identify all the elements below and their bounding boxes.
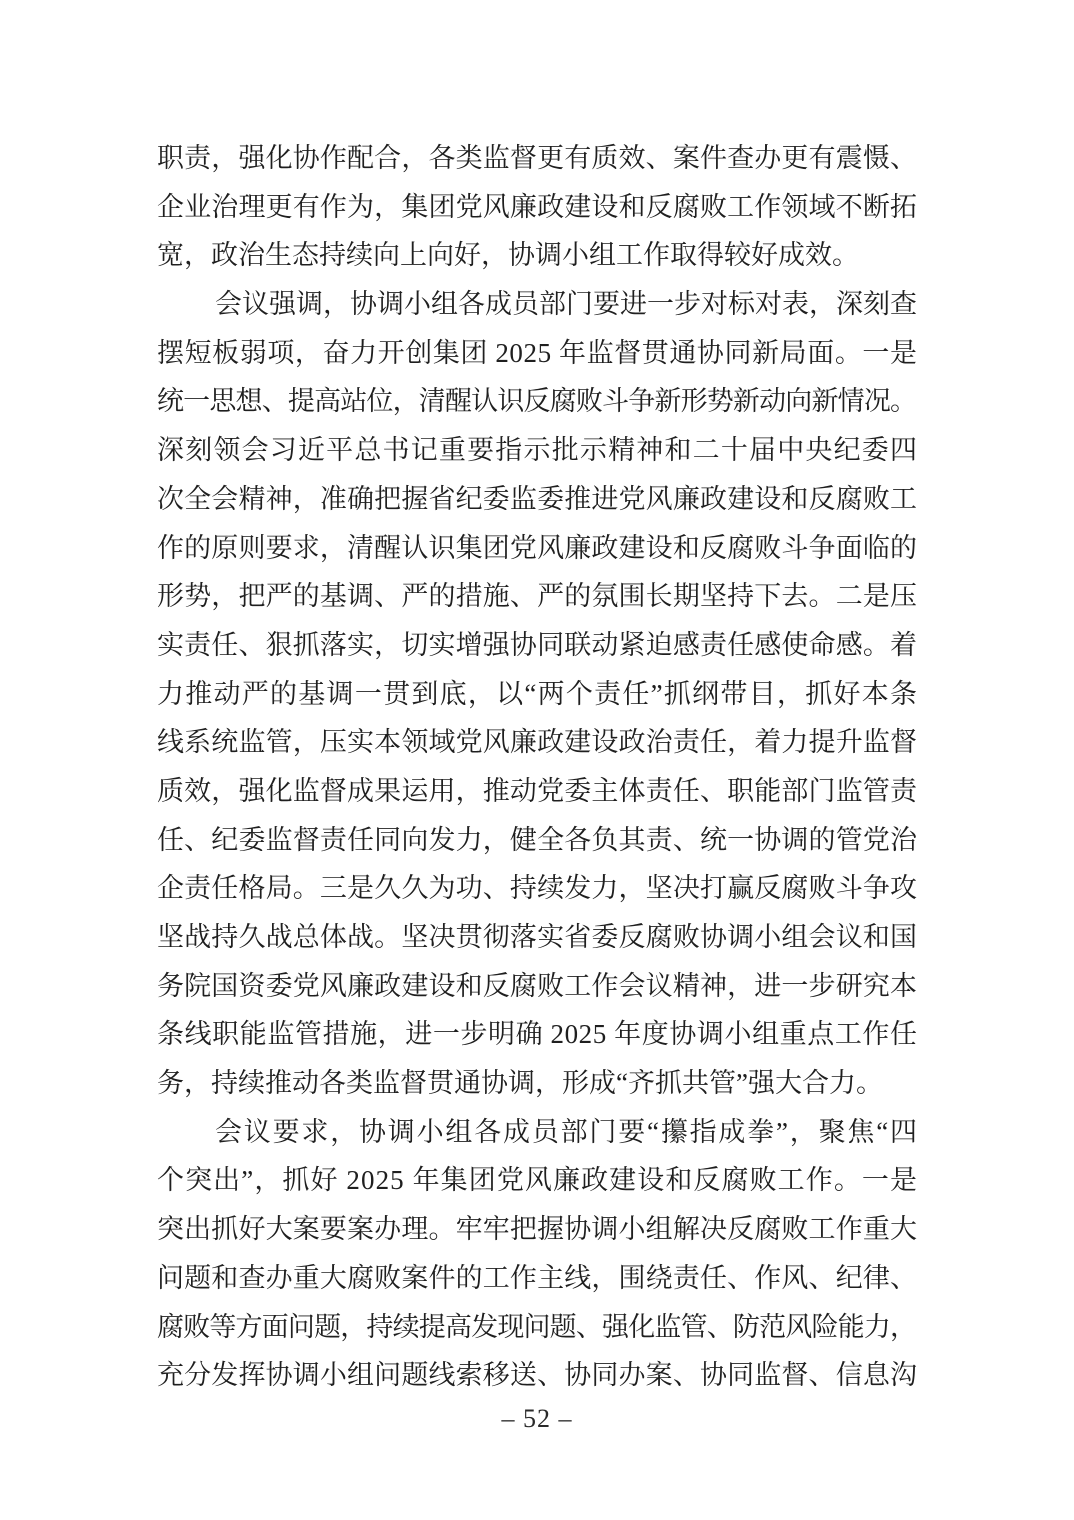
- text-line: 务院国资委党风廉政建设和反腐败工作会议精神，进一步研究本: [157, 970, 918, 1001]
- text-line: 力推动严的基调一贯到底，以“两个责任”抓纲带目，抓好本条: [157, 678, 919, 709]
- text-line: 突出抓好大案要案办理。牢牢把握协调小组解决反腐败工作重大: [157, 1214, 918, 1245]
- text-line: 作的原则要求，清醒认识集团党风廉政建设和反腐败斗争面临的: [157, 532, 918, 563]
- text-line: 个突出”，抓好 2025 年集团党风廉政建设和反腐败工作。一是: [157, 1165, 919, 1196]
- text-line: 宽，政治生态持续向上向好，协调小组工作取得较好成效。: [157, 240, 859, 271]
- text-line: 线系统监管，压实本领域党风廉政建设政治责任，着力提升监督: [157, 727, 918, 758]
- text-line: 腐败等方面问题，持续提高发现问题、强化监管、防范风险能力，: [157, 1311, 917, 1342]
- text-line: 条线职能监管措施，进一步明确 2025 年度协调小组重点工作任: [157, 1019, 918, 1050]
- text-line: 职责，强化协作配合，各类监督更有质效、案件查办更有震慑、: [157, 143, 918, 173]
- text-line: 问题和查办重大腐败案件的工作主线，围绕责任、作风、纪律、: [157, 1262, 918, 1293]
- text-line: 统一思想、提高站位，清醒认识反腐败斗争新形势新动向新情况。: [157, 386, 917, 417]
- text-line: 充分发挥协调小组问题线索移送、协同办案、协同监督、信息沟: [157, 1360, 918, 1391]
- text-line: 坚战持久战总体战。坚决贯彻落实省委反腐败协调小组会议和国: [157, 922, 918, 952]
- text-line: 形势，把严的基调、严的措施、严的氛围长期坚持下去。二是压: [157, 581, 918, 612]
- text-line: 深刻领会习近平总书记重要指示批示精神和二十届中央纪委四: [157, 435, 919, 466]
- text-line: 质效，强化监督成果运用，推动党委主体责任、职能部门监管责: [157, 775, 918, 806]
- document-body: [157, 134, 917, 1400]
- page-number: – 52 –: [501, 1404, 573, 1433]
- text-line: 会议强调，协调小组各成员部门要进一步对标对表，深刻查: [215, 289, 917, 320]
- text-line: 实责任、狠抓落实，切实增强协同联动紧迫感责任感使命感。着: [157, 629, 918, 660]
- text-line: 务，持续推动各类监督贯通协调，形成“齐抓共管”强大合力。: [157, 1068, 883, 1099]
- text-line: 企业治理更有作为，集团党风廉政建设和反腐败工作领域不断拓: [157, 191, 918, 222]
- text-line: 企责任格局。三是久久为功、持续发力，坚决打赢反腐败斗争攻: [157, 873, 918, 904]
- text-line: 摆短板弱项，奋力开创集团 2025 年监督贯通协同新局面。一是: [157, 337, 918, 368]
- text-line: 任、纪委监督责任同向发力，健全各负其责、统一协调的管党治: [157, 824, 918, 855]
- text-line: 会议要求，协调小组各成员部门要“攥指成拳”，聚焦“四: [215, 1116, 919, 1147]
- text-line: 次全会精神，准确把握省纪委监委推进党风廉政建设和反腐败工: [157, 483, 918, 514]
